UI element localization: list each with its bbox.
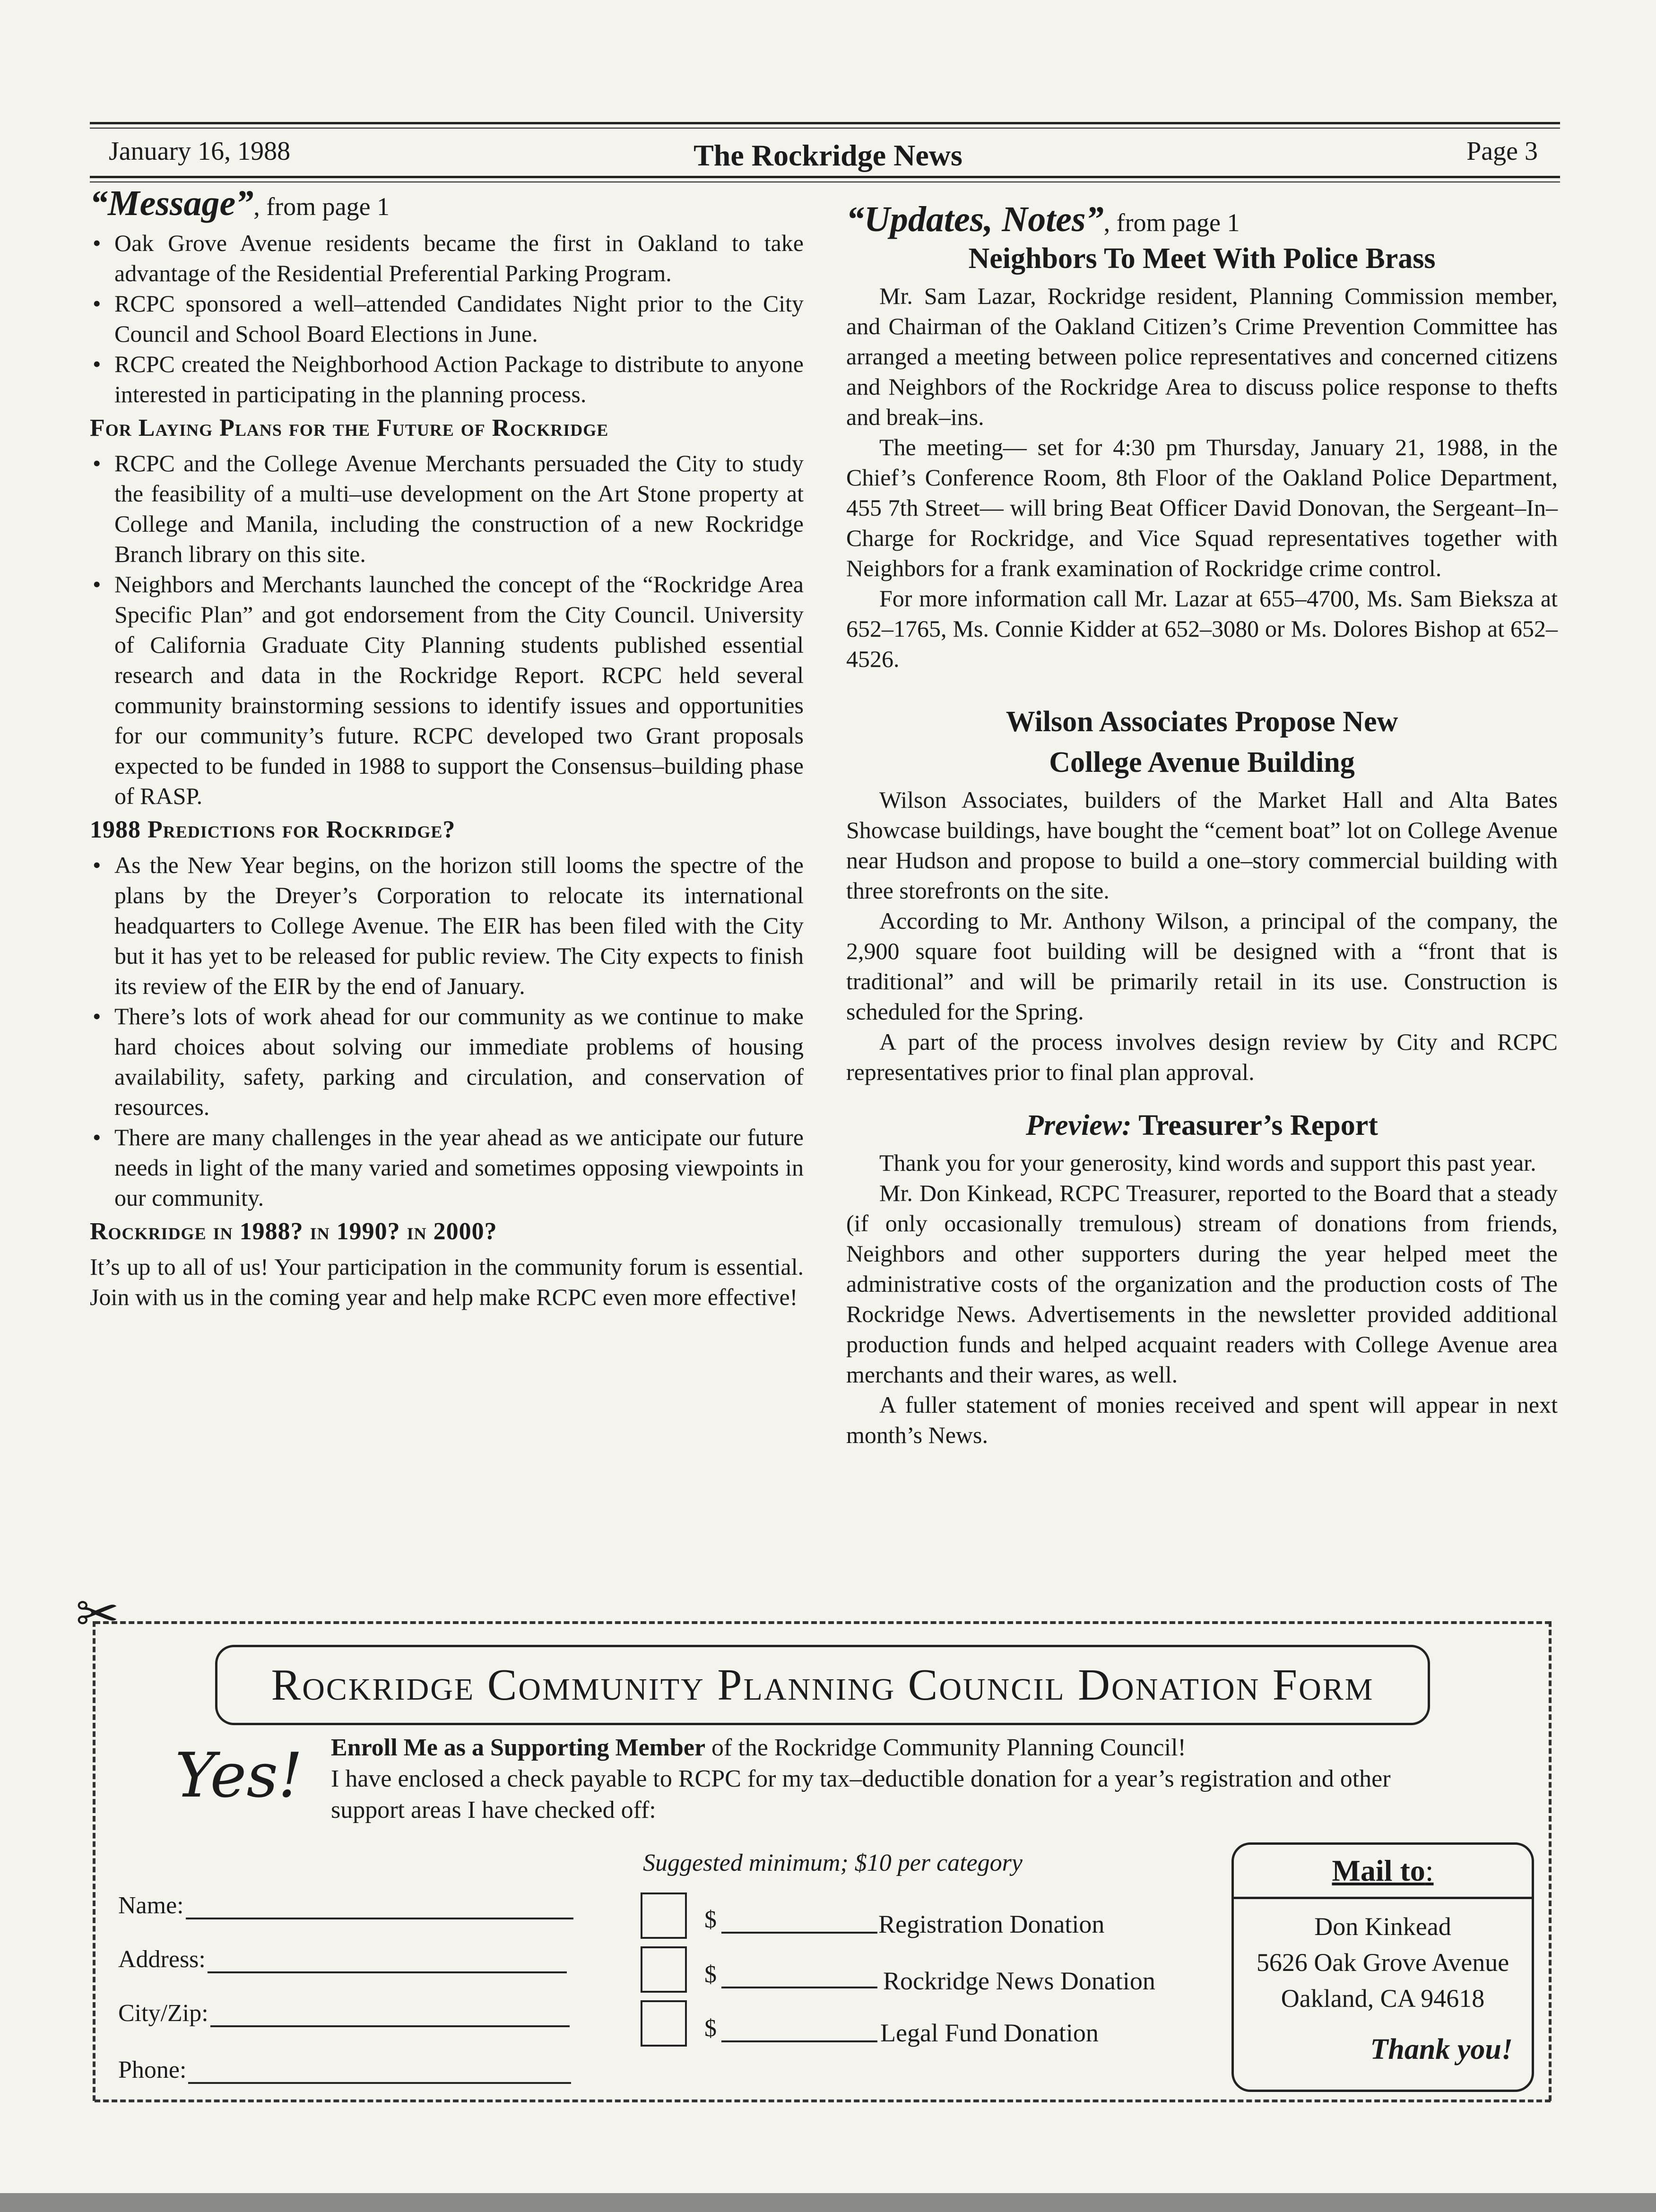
cut-line-top: [95, 1621, 1551, 1624]
street-address: 5626 Oak Grove Avenue: [1256, 1948, 1509, 1977]
list-item: • As the New Year begins, on the horizon still looms the spectre of the plans by the Dreyer’s Corporation to relocate its international headquarters to College Avenue. The EIR has been filed with the City but it has yet to be released for public review. The City expects to finish its review of the EIR by the end of January.: [90, 850, 804, 1001]
accomplishments-list: [90, 228, 804, 409]
list-item: • RCPC created the Neighborhood Action Package to distribute to anyone interested in participating in the planning process.: [90, 349, 804, 409]
phone-line[interactable]: [188, 2077, 571, 2084]
mail-to-box: [1231, 1842, 1534, 2092]
recipient-name: Don Kinkead: [1314, 1912, 1451, 1941]
dollar-sign: $: [704, 1906, 717, 1933]
cut-line-bottom: [95, 2100, 1551, 2102]
amount-line[interactable]: [721, 2036, 877, 2042]
right-column: [846, 199, 1558, 1450]
from-page-note: , from page 1: [1103, 208, 1240, 237]
yes-script: Yes!: [175, 1739, 303, 1811]
mailing-address: [1234, 1909, 1532, 2016]
form-title-box: [215, 1645, 1430, 1725]
scissors-icon: ✂: [76, 1585, 120, 1643]
scan-edge-strip: [0, 2193, 1656, 2212]
article-paragraph: A fuller statement of monies received and spent will appear in next month’s News.: [846, 1391, 1558, 1448]
predictions-list: [90, 850, 804, 1213]
message-title: “Message”: [90, 183, 254, 223]
article-headline: [846, 1105, 1558, 1146]
list-item: • There are many challenges in the year ahead as we anticipate our future needs in light of the many varied and sometimes opposing viewpoints in our community.: [90, 1122, 804, 1213]
phone-label: Phone:: [118, 2056, 187, 2083]
mail-to-colon: :: [1425, 1854, 1434, 1887]
headline-line: College Avenue Building: [1049, 746, 1355, 778]
suggested-minimum: Suggested minimum; $10 per category: [643, 1849, 1023, 1876]
list-item: • Neighbors and Merchants launched the concept of the “Rockridge Area Specific Plan” and got endorsement from the City Council. University of California Graduate City Planning students published essential research and data in the Rockridge Report. RCPC held several community brainstorming sessions to identify issues and opportunities for our community’s future. RCPC developed two Grant proposals expected to be funded in 1988 to support the Consensus–building phase of RASP.: [90, 569, 804, 811]
dollar-sign: $: [704, 2015, 717, 2042]
left-column: [90, 183, 804, 1312]
article-paragraph: For more information call Mr. Lazar at 655–4700, Ms. Sam Bieksza at 652–1765, Ms. Connie Kidder at 652–3080 or Ms. Dolores Bishop at 652–4526.: [846, 585, 1558, 672]
updates-continued-heading: [846, 199, 1558, 239]
registration-amount[interactable]: [704, 1906, 877, 1934]
phone-field[interactable]: [118, 2056, 571, 2084]
enroll-bold: Enroll Me as a Supporting Member: [331, 1734, 706, 1761]
newspaper-title: The Rockridge News: [694, 138, 962, 172]
updates-title: “Updates, Notes”: [846, 199, 1104, 239]
news-checkbox[interactable]: [641, 1946, 687, 1993]
headline-line: Wilson Associates Propose New: [1006, 706, 1398, 738]
thank-you: Thank you!: [1370, 2033, 1513, 2065]
headline-preview: Preview:: [1026, 1109, 1132, 1141]
article-paragraph: Wilson Associates, builders of the Market Hall and Alta Bates Showcase buildings, have bought the “cement boat” lot on College Avenue near Hudson and propose to build a one–story commercial building with three storefronts on the site.: [846, 786, 1558, 904]
list-item: • RCPC and the College Avenue Merchants persuaded the City to study the feasibility of a multi–use development on the Art Stone property at College and Manila, including the construction of a new Rockridge Branch library on this site.: [90, 448, 804, 569]
legal-checkbox[interactable]: [641, 2000, 687, 2047]
enroll-text: [331, 1732, 1418, 1826]
address-label: Address:: [118, 1946, 206, 1973]
mail-to-heading: [1234, 1845, 1532, 1899]
news-amount[interactable]: [704, 1961, 877, 1988]
article-headline: Neighbors To Meet With Police Brass: [968, 242, 1436, 275]
donation-label: Legal Fund Donation: [880, 2019, 1099, 2047]
enroll-line2: I have enclosed a check payable to RCPC for my tax–deductible donation for a year’s registration and other support areas I have checked off:: [331, 1765, 1391, 1823]
article-headline: [846, 701, 1558, 783]
cityzip-line[interactable]: [210, 2021, 570, 2027]
form-title: Rockridge Community Planning Council Donation Form: [271, 1660, 1374, 1710]
article-paragraph: According to Mr. Anthony Wilson, a principal of the company, the 2,900 square foot building will be designed with a “front that is traditional” and will be primarily retail in its use. Construction is scheduled for the Spring.: [846, 907, 1558, 1025]
planning-list: [90, 448, 804, 811]
donation-label: Rockridge News Donation: [883, 1967, 1155, 1995]
list-item: • Oak Grove Avenue residents became the first in Oakland to take advantage of the Residential Preferential Parking Program.: [90, 228, 804, 288]
issue-date: January 16, 1988: [109, 137, 291, 166]
name-field[interactable]: [118, 1892, 573, 1919]
address-field[interactable]: [118, 1945, 567, 1973]
list-item: • There’s lots of work ahead for our community as we continue to make hard choices about solving our immediate problems of housing availability, safety, parking and circulation, and conservation of resources.: [90, 1001, 804, 1122]
header-top-rule: [90, 122, 1560, 124]
article-paragraph: A part of the process involves design review by City and RCPC representatives prior to final plan approval.: [846, 1028, 1558, 1085]
article-paragraph: Mr. Sam Lazar, Rockridge resident, Planning Commission member, and Chairman of the Oakland Citizen’s Crime Prevention Committee has arranged a meeting between police representatives and concerned citizens and Neighbors of the Rockridge Area to discuss police response to thefts and break–ins.: [846, 283, 1558, 430]
section-heading: 1988 Predictions for Rockridge?: [90, 816, 456, 843]
amount-line[interactable]: [721, 1927, 877, 1934]
cut-line-left: [93, 1621, 95, 2101]
article-paragraph: Mr. Don Kinkead, RCPC Treasurer, reported to the Board that a steady (if only occasionally tremulous) stream of donations from friends, Neighbors and other supporters during the year helped meet the administrative costs of the organization and the production costs of The Rockridge News. Advertisements in the newsletter provided additional production funds and helped acquaint readers with College Avenue area merchants and their wares, as well.: [846, 1180, 1558, 1388]
name-line[interactable]: [186, 1913, 573, 1919]
header-top-rule-thin: [90, 128, 1560, 129]
amount-line[interactable]: [721, 1982, 877, 1988]
article-paragraph: The meeting— set for 4:30 pm Thursday, January 21, 1988, in the Chief’s Conference Room, 8th Floor of the Oakland Police Department, 455 7th Street— will bring Beat Officer David Donovan, the Sergeant–In–Charge for Rockridge, and Vice Squad representatives together with Neighbors for a frank examination of Rockridge crime control.: [846, 434, 1558, 581]
headline-text: Treasurer’s Report: [1138, 1109, 1378, 1141]
cut-line-right: [1549, 1621, 1552, 2101]
header-bottom-rule-thin: [90, 181, 1560, 182]
page-number: Page 3: [1466, 137, 1538, 166]
closing-paragraph: It’s up to all of us! Your participation in the community forum is essential. Join with us in the coming year and help make RCPC even more effective!: [90, 1253, 804, 1310]
article-paragraph: Thank you for your generosity, kind words and support this past year.: [879, 1149, 1536, 1176]
list-item: • RCPC sponsored a well–attended Candidates Night prior to the City Council and School Board Elections in June.: [90, 288, 804, 349]
section-heading: Rockridge in 1988? in 1990? in 2000?: [90, 1218, 497, 1245]
legal-amount[interactable]: [704, 2014, 877, 2042]
from-page-note: , from page 1: [253, 192, 390, 221]
enroll-rest: of the Rockridge Community Planning Council!: [705, 1734, 1186, 1761]
donation-label: Registration Donation: [878, 1910, 1105, 1938]
city-state-zip: Oakland, CA 94618: [1281, 1984, 1485, 2013]
cityzip-label: City/Zip:: [118, 2000, 208, 2027]
dollar-sign: $: [704, 1961, 717, 1988]
address-line[interactable]: [208, 1967, 567, 1973]
header-bottom-rule: [90, 176, 1560, 178]
cityzip-field[interactable]: [118, 1999, 570, 2027]
name-label: Name:: [118, 1892, 184, 1919]
section-heading: For Laying Plans for the Future of Rockridge: [90, 415, 609, 441]
message-continued-heading: [90, 183, 804, 223]
registration-checkbox[interactable]: [641, 1892, 687, 1939]
mail-to-label: Mail to: [1332, 1854, 1425, 1887]
